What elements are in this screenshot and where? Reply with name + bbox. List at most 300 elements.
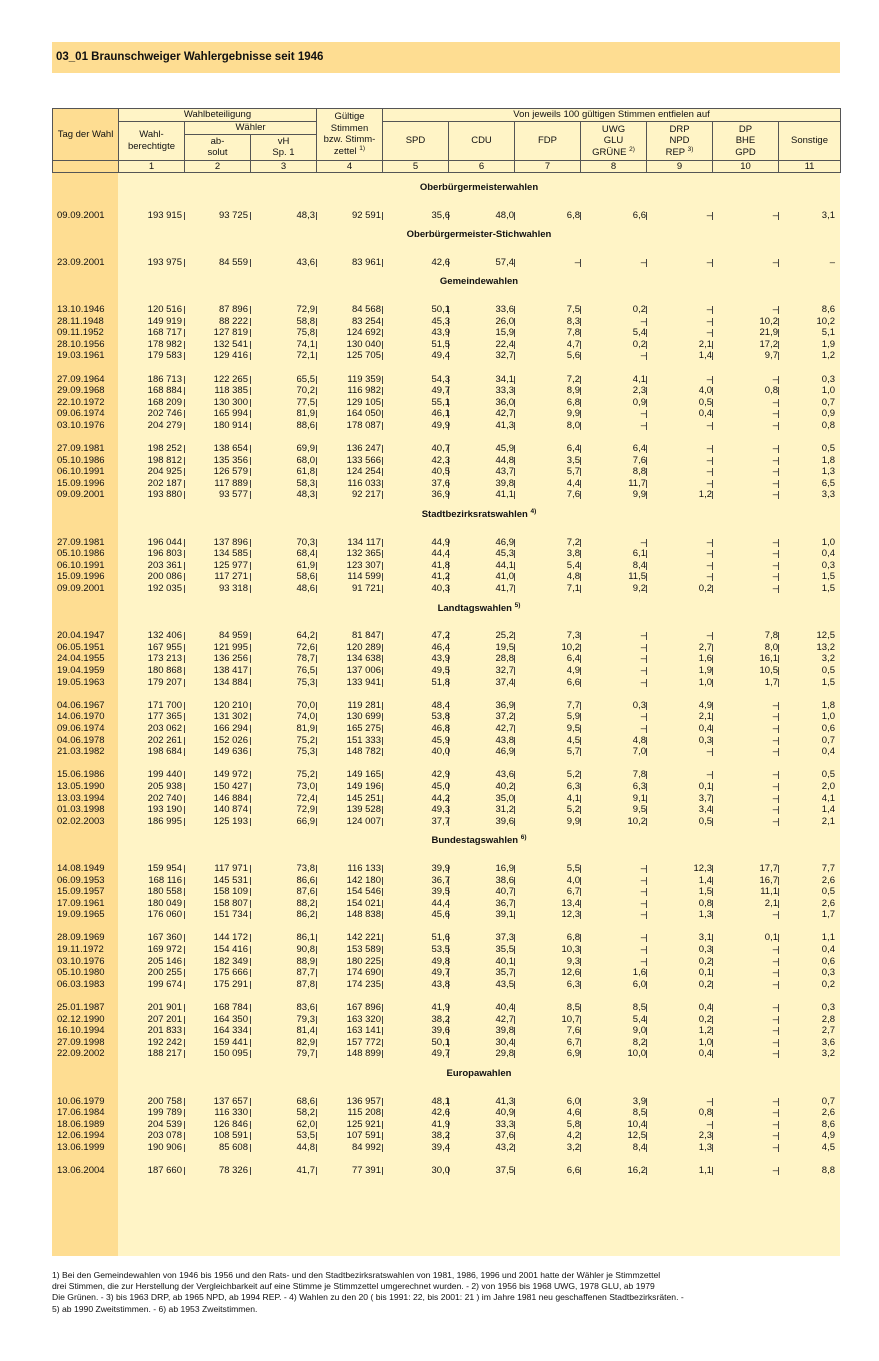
cell-value: 39,1	[495, 909, 514, 921]
cell-value: 163 320	[346, 1013, 381, 1025]
cell-value: 16,1	[759, 653, 778, 665]
cell-value: 119 281	[347, 699, 381, 711]
cell-value: 1,7	[764, 676, 778, 688]
cell-value: 4,5	[821, 1141, 835, 1153]
table-row	[52, 397, 840, 409]
cell-value: 142 180	[346, 874, 381, 886]
cell-value: 7,2	[566, 373, 580, 385]
cell-value: 4,1	[632, 373, 646, 385]
cell-value: 179 207	[147, 676, 182, 688]
cell-value: 41,7	[296, 1165, 315, 1177]
cell-value: 136 256	[213, 653, 248, 665]
cell-value: 43,8	[495, 734, 514, 746]
cell-value: 37,3	[495, 932, 514, 944]
cell-value: –	[706, 559, 712, 571]
header-waehler: Wähler	[185, 122, 317, 135]
cell-value: 152 026	[213, 734, 248, 746]
table-row	[52, 1165, 840, 1177]
cell-value: 42,7	[495, 1013, 514, 1025]
cell-value: 8,8	[821, 1165, 835, 1177]
cell-value: –	[772, 722, 778, 734]
cell-value: 70,0	[296, 699, 315, 711]
cell-value: 78,7	[296, 653, 315, 665]
cell-value: 0,9	[821, 408, 835, 420]
cell-value: 1,2	[698, 489, 712, 501]
cell-value: –	[706, 327, 712, 339]
cell-value: 137 896	[213, 536, 248, 548]
cell-value: –	[640, 630, 646, 642]
cell-value: 12,5	[816, 630, 835, 642]
cell-value: 48,4	[431, 699, 450, 711]
cell-value: 178 982	[147, 338, 182, 350]
cell-value: 19,5	[495, 641, 514, 653]
cell-value: 33,3	[495, 385, 514, 397]
table-row	[52, 327, 840, 339]
cell-value: 21,9	[759, 327, 778, 339]
cell-value: 154 416	[213, 944, 248, 956]
cell-value: –	[706, 256, 712, 268]
cell-value: 167 955	[147, 641, 182, 653]
cell-value: 42,6	[431, 256, 450, 268]
header-tag-der-wahl: Tag der Wahl	[53, 109, 119, 161]
cell-value: 79,3	[296, 1013, 315, 1025]
cell-value: 35,5	[495, 944, 514, 956]
cell-value: 0,2	[632, 338, 646, 350]
cell-value: 133 941	[346, 676, 381, 688]
cell-date: 19.11.1972	[57, 944, 104, 956]
cell-value: 84 559	[218, 256, 248, 268]
cell-value: –	[706, 477, 712, 489]
table-row	[52, 1037, 840, 1049]
cell-value: 0,5	[698, 396, 712, 408]
cell-value: 8,5	[632, 1002, 646, 1014]
cell-value: 9,3	[566, 955, 580, 967]
table-row	[52, 793, 840, 805]
cell-value: 144 172	[213, 932, 248, 944]
cell-value: 90,8	[296, 944, 315, 956]
cell-value: 2,8	[821, 1013, 835, 1025]
cell-value: 4,5	[566, 734, 580, 746]
cell-value: 148 838	[346, 909, 381, 921]
cell-value: 7,6	[632, 454, 646, 466]
cell-date: 15.09.1996	[57, 477, 105, 489]
cell-value: 148 782	[346, 746, 381, 758]
cell-date: 23.09.2001	[57, 256, 105, 268]
table-row	[52, 350, 840, 362]
cell-value: 13,4	[561, 897, 580, 909]
cell-value: –	[706, 373, 712, 385]
cell-value: 116 330	[214, 1107, 248, 1119]
cell-value: 6,4	[632, 443, 646, 455]
cell-value: 0,4	[821, 548, 835, 560]
cell-date: 03.10.1976	[57, 419, 105, 431]
cell-value: 4,9	[698, 699, 712, 711]
cell-value: 88,6	[296, 419, 315, 431]
cell-value: 88,2	[296, 897, 315, 909]
cell-value: 4,8	[632, 734, 646, 746]
cell-value: 46,4	[431, 641, 450, 653]
cell-value: 8,4	[632, 1141, 646, 1153]
cell-date: 15.06.1986	[57, 769, 105, 781]
cell-value: 83 961	[351, 256, 381, 268]
cell-value: –	[640, 874, 646, 886]
cell-value: 1,2	[821, 350, 835, 362]
cell-value: –	[706, 443, 712, 455]
cell-value: 1,5	[698, 886, 712, 898]
cell-value: 32,7	[495, 350, 514, 362]
cell-value: 133 566	[346, 454, 381, 466]
cell-value: 7,8	[566, 327, 580, 339]
table-row	[52, 886, 840, 898]
cell-value: 7,8	[764, 630, 778, 642]
cell-value: –	[772, 804, 778, 816]
cell-value: 93 725	[218, 209, 248, 221]
cell-value: –	[772, 536, 778, 548]
cell-date: 25.01.1987	[57, 1002, 105, 1014]
cell-value: 116 982	[347, 385, 381, 397]
cell-value: 6,6	[566, 1165, 580, 1177]
cell-value: 66,9	[296, 815, 315, 827]
cell-value: 39,6	[495, 815, 514, 827]
cell-value: 108 591	[213, 1130, 248, 1142]
header-cdu: CDU	[449, 122, 515, 161]
cell-value: 124 007	[346, 815, 381, 827]
cell-date: 06.09.1953	[57, 874, 105, 886]
cell-value: 49,7	[431, 385, 450, 397]
cell-value: 6,3	[632, 780, 646, 792]
cell-value: 40,7	[431, 443, 450, 455]
cell-value: –	[706, 454, 712, 466]
cell-value: 134 117	[347, 536, 381, 548]
cell-value: 134 585	[213, 548, 248, 560]
cell-value: 1,4	[821, 804, 835, 816]
cell-value: 186 995	[147, 815, 182, 827]
header-vh: vH Sp. 1	[251, 134, 317, 160]
cell-value: –	[706, 769, 712, 781]
cell-value: 12,6	[561, 967, 580, 979]
cell-value: 3,4	[698, 804, 712, 816]
cell-date: 27.09.1998	[57, 1036, 105, 1048]
cell-value: 3,5	[566, 454, 580, 466]
header-drp-npd-rep: DRP NPD REP $^{3)}$	[647, 122, 713, 161]
cell-value: 48,3	[296, 209, 315, 221]
cell-value: 69,9	[296, 443, 315, 455]
cell-date: 05.10.1986	[57, 454, 105, 466]
table-row	[52, 489, 840, 501]
cell-value: 139 528	[346, 804, 381, 816]
cell-value: 0,2	[821, 978, 835, 990]
cell-value: 2,6	[821, 874, 835, 886]
cell-value: –	[772, 396, 778, 408]
cell-date: 17.09.1961	[57, 897, 105, 909]
cell-value: 6,9	[566, 1048, 580, 1060]
table-body	[52, 178, 840, 1181]
cell-value: 86,6	[296, 874, 315, 886]
cell-value: 149 919	[147, 315, 182, 327]
cell-value: 119 359	[347, 373, 381, 385]
cell-value: 38,2	[431, 1013, 450, 1025]
cell-value: 0,5	[698, 815, 712, 827]
cell-value: 36,7	[431, 874, 450, 886]
section-heading: Europawahlen	[446, 1068, 512, 1079]
cell-value: 2,7	[698, 641, 712, 653]
cell-date: 13.05.1990	[57, 780, 105, 792]
cell-value: 9,1	[632, 792, 646, 804]
results-table	[52, 108, 840, 1256]
cell-value: 83,6	[296, 1002, 315, 1014]
cell-value: 167 360	[147, 932, 182, 944]
cell-value: 5,5	[566, 862, 580, 874]
cell-value: 158 807	[213, 897, 248, 909]
cell-value: 40,7	[495, 886, 514, 898]
cell-value: 6,8	[566, 209, 580, 221]
cell-value: 9,9	[566, 815, 580, 827]
cell-value: 8,8	[632, 466, 646, 478]
cell-value: 203 078	[147, 1130, 182, 1142]
cell-value: –	[772, 792, 778, 804]
cell-value: 28,8	[495, 653, 514, 665]
cell-value: –	[640, 315, 646, 327]
cell-value: 73,8	[296, 862, 315, 874]
cell-value: 2,0	[821, 780, 835, 792]
cell-value: 49,9	[431, 419, 450, 431]
header-absolut: ab- solut	[185, 134, 251, 160]
cell-value: 0,7	[821, 734, 835, 746]
cell-value: 117 889	[214, 477, 248, 489]
cell-date: 05.10.1980	[57, 967, 105, 979]
cell-value: 1,6	[632, 967, 646, 979]
cell-date: 06.05.1951	[57, 641, 105, 653]
cell-value: 7,6	[566, 489, 580, 501]
cell-value: 31,2	[495, 804, 514, 816]
cell-value: 192 242	[147, 1036, 182, 1048]
cell-value: 173 213	[147, 653, 182, 665]
cell-value: 36,0	[495, 396, 514, 408]
cell-value: –	[640, 886, 646, 898]
cell-value: 168 717	[147, 327, 182, 339]
cell-value: 37,5	[495, 1165, 514, 1177]
cell-value: 48,3	[296, 489, 315, 501]
cell-value: 2,3	[632, 385, 646, 397]
cell-value: 136 247	[346, 443, 381, 455]
cell-value: 7,8	[632, 769, 646, 781]
cell-value: 171 700	[147, 699, 182, 711]
cell-value: 0,2	[632, 303, 646, 315]
header-wahlberechtigte: Wahl- berechtigte	[119, 122, 185, 161]
cell-value: 51,5	[431, 338, 450, 350]
cell-date: 09.09.2001	[57, 583, 105, 595]
cell-value: –	[772, 466, 778, 478]
table-row	[52, 665, 840, 677]
cell-value: 196 803	[147, 548, 182, 560]
cell-value: 4,0	[566, 874, 580, 886]
cell-value: 9,5	[632, 804, 646, 816]
cell-value: 43,2	[495, 1141, 514, 1153]
cell-value: 138 417	[213, 665, 248, 676]
cell-value: 33,3	[495, 1118, 514, 1130]
cell-value: 0,3	[821, 559, 835, 571]
cell-value: 68,4	[296, 548, 315, 560]
cell-value: 4,6	[566, 1107, 580, 1119]
table-row	[52, 537, 840, 549]
cell-value: –	[574, 256, 580, 268]
table-header	[52, 108, 841, 173]
cell-value: 125 921	[346, 1118, 381, 1130]
header-sonstige: Sonstige	[779, 122, 841, 161]
cell-value: 6,6	[566, 676, 580, 688]
table-row	[52, 583, 840, 595]
cell-value: 138 654	[213, 443, 248, 455]
cell-value: 84 992	[351, 1141, 381, 1153]
section-heading: Bundestagswahlen $^{6)}$	[431, 834, 527, 847]
cell-date: 02.02.2003	[57, 815, 105, 827]
cell-value: 145 251	[346, 792, 381, 804]
cell-value: 58,2	[296, 1107, 315, 1119]
cell-value: 114 599	[347, 571, 381, 583]
table-row	[52, 548, 840, 560]
cell-value: 3,8	[566, 548, 580, 560]
cell-value: –	[772, 1118, 778, 1130]
cell-value: 4,8	[566, 571, 580, 583]
cell-date: 09.11.1952	[57, 327, 104, 339]
cell-value: 3,2	[566, 1141, 580, 1153]
cell-value: –	[772, 256, 778, 268]
cell-value: 11,1	[760, 886, 778, 898]
cell-value: 6,4	[566, 653, 580, 665]
cell-value: 4,7	[566, 338, 580, 350]
cell-value: –	[640, 955, 646, 967]
header-dp-bhe-gpd: DP BHE GPD	[713, 122, 779, 161]
cell-value: 4,9	[821, 1130, 835, 1142]
cell-value: 0,4	[698, 1048, 712, 1060]
cell-value: 180 558	[147, 886, 182, 898]
cell-value: 54,3	[431, 373, 450, 385]
cell-value: –	[772, 909, 778, 921]
table-row	[52, 1002, 840, 1014]
cell-value: 11,7	[628, 477, 646, 489]
cell-value: 76,5	[296, 665, 315, 676]
cell-date: 09.09.2001	[57, 489, 105, 501]
cell-value: 41,9	[431, 1118, 450, 1130]
cell-value: 158 109	[213, 886, 248, 898]
cell-value: 180 049	[147, 897, 182, 909]
cell-value: 81,9	[296, 408, 315, 420]
table-row	[52, 746, 840, 758]
cell-value: 4,9	[566, 665, 580, 676]
table-row	[52, 455, 840, 467]
cell-value: 0,8	[698, 1107, 712, 1119]
cell-value: 124 254	[346, 466, 381, 478]
table-row	[52, 316, 840, 328]
cell-value: –	[772, 209, 778, 221]
cell-value: –	[772, 1165, 778, 1177]
cell-value: 42,9	[431, 769, 450, 781]
cell-value: –	[640, 897, 646, 909]
cell-value: 85 608	[218, 1141, 248, 1153]
cell-value: 196 044	[147, 536, 182, 548]
cell-value: 16,9	[495, 862, 514, 874]
cell-value: 43,8	[431, 978, 450, 990]
cell-value: 39,9	[431, 862, 450, 874]
cell-date: 13.06.1999	[57, 1141, 105, 1153]
cell-value: 7,7	[566, 699, 580, 711]
cell-value: –	[772, 559, 778, 571]
table-row	[52, 466, 840, 478]
cell-value: 50,1	[431, 303, 450, 315]
cell-value: 9,9	[632, 489, 646, 501]
cell-value: 45,9	[495, 443, 514, 455]
cell-value: –	[772, 303, 778, 315]
cell-value: 44,4	[431, 548, 450, 560]
cell-value: 125 193	[213, 815, 248, 827]
cell-value: 5,4	[632, 327, 646, 339]
cell-value: 120 210	[213, 699, 248, 711]
cell-value: 2,7	[821, 1025, 835, 1037]
cell-date: 16.10.1994	[57, 1025, 105, 1037]
table-row	[52, 781, 840, 793]
cell-value: 9,5	[566, 722, 580, 734]
cell-date: 27.09.1981	[57, 443, 105, 455]
cell-date: 13.03.1994	[57, 792, 105, 804]
cell-value: 151 333	[346, 734, 381, 746]
cell-value: 49,4	[431, 350, 450, 362]
cell-value: –	[772, 1002, 778, 1014]
cell-value: 168 784	[213, 1002, 248, 1014]
cell-value: 129 416	[213, 350, 248, 362]
section-heading: Stadtbezirksratswahlen $^{4)}$	[421, 507, 537, 521]
cell-value: 72,1	[296, 350, 315, 362]
cell-value: 34,1	[495, 373, 514, 385]
cell-value: 84 959	[218, 630, 248, 642]
cell-value: –	[706, 548, 712, 560]
cell-value: 49,5	[431, 665, 450, 676]
cell-value: 39,6	[431, 1025, 450, 1037]
cell-date: 22.09.2002	[57, 1048, 105, 1060]
cell-value: –	[640, 722, 646, 734]
cell-value: 45,3	[431, 315, 450, 327]
cell-value: 1,9	[698, 665, 712, 676]
cell-value: –	[772, 443, 778, 455]
cell-value: 7,2	[566, 536, 580, 548]
cell-value: 72,4	[296, 792, 315, 804]
cell-value: 3,9	[632, 1095, 646, 1107]
cell-value: 115 208	[347, 1107, 381, 1119]
cell-value: 149 165	[346, 769, 381, 781]
cell-value: 51,8	[431, 676, 450, 688]
cell-value: 6,0	[566, 1095, 580, 1107]
cell-date: 28.10.1956	[57, 338, 105, 350]
cell-value: 35,7	[495, 967, 514, 979]
cell-value: 8,0	[566, 419, 580, 431]
table-row	[52, 956, 840, 968]
cell-value: 37,7	[431, 815, 450, 827]
cell-value: 49,7	[431, 1048, 450, 1060]
cell-value: 204 279	[147, 419, 182, 431]
cell-value: –	[772, 815, 778, 827]
cell-value: 0,5	[821, 665, 835, 676]
cell-value: 146 884	[213, 792, 248, 804]
cell-value: –	[640, 909, 646, 921]
cell-value: 168 884	[147, 385, 182, 397]
cell-value: 13,2	[816, 641, 835, 653]
cell-value: –	[706, 419, 712, 431]
cell-value: 37,6	[431, 477, 450, 489]
cell-value: 58,3	[296, 477, 315, 489]
cell-value: –	[640, 536, 646, 548]
cell-value: –	[772, 571, 778, 583]
cell-value: –	[706, 209, 712, 221]
cell-value: –	[640, 641, 646, 653]
